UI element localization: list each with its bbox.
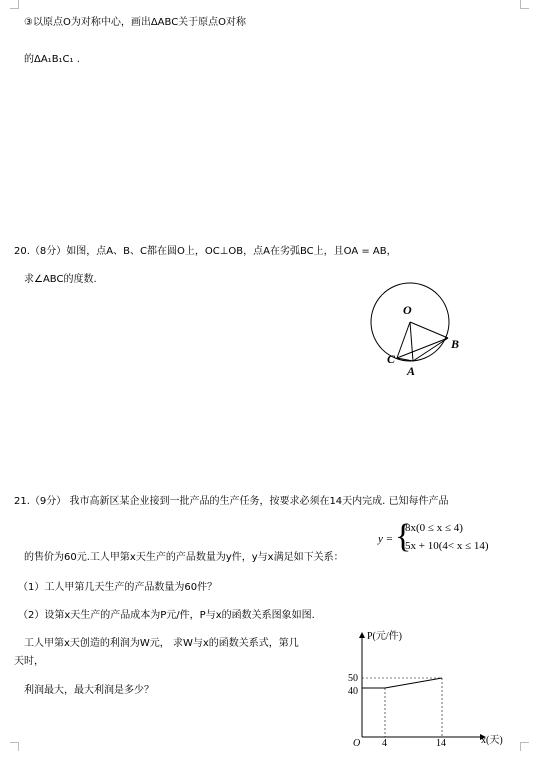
ytick-40: 40: [348, 686, 358, 697]
xtick-14: 14: [436, 738, 446, 749]
q21-sub3b: 天时，: [14, 656, 44, 667]
q21-sub1: （1）工人甲第几天生产的产品数量为60件？: [18, 582, 218, 593]
crop-mark-top-right: [520, 0, 529, 9]
label-a: A: [407, 364, 416, 378]
q21-line2: 的售价为60元.工人甲第x天生产的产品数量为y件，y与x满足如下关系：: [24, 552, 344, 563]
ytick-50: 50: [348, 673, 358, 684]
x-axis-label: x(天): [481, 735, 503, 746]
y-axis-label: P(元/件): [367, 631, 402, 642]
segment-oc: [397, 322, 410, 358]
xtick-4: 4: [382, 738, 387, 749]
segment-oa: [410, 322, 413, 361]
q21-sub3a: 工人甲第x天创造的利润为W元， 求W与x的函数关系式，第几: [24, 638, 299, 649]
crop-mark-bottom-left: [10, 742, 19, 751]
cost-line: [362, 678, 442, 688]
q21-sub3c: 利润最大，最大利润是多少？: [24, 685, 154, 696]
q21-sub2: （2）设第x天生产的产品成本为P元/件，P与x的函数关系图象如图.: [18, 610, 315, 621]
q21-intro: 21.（9分） 我市高新区某企业接到一批产品的生产任务，按要求必须在14天内完成. 已知每件产品: [14, 496, 449, 507]
segment-ob: [410, 322, 448, 338]
q21-case2: 5x + 10(4< x ≤ 14): [405, 540, 489, 552]
part3-line1: ③以原点O为对称中心，画出ΔABC关于原点O对称: [24, 17, 247, 28]
label-o: O: [403, 303, 412, 317]
label-c: C: [387, 352, 396, 366]
q20-line2: 求∠ABC的度数.: [24, 274, 97, 285]
q21-case1: 8x(0 ≤ x ≤ 4): [405, 522, 463, 534]
label-b: B: [451, 337, 460, 351]
part3-line2: 的ΔA₁B₁C₁ .: [24, 54, 80, 65]
q21-formula-y: y =: [378, 533, 394, 545]
q20-circle-figure: [360, 280, 470, 380]
q20-line1: 20.（8分）如图，点A、B、C都在圆O上，OC⊥OB，点A在劣弧BC上，且OA = AB，: [14, 246, 397, 257]
origin-label: O: [353, 738, 361, 749]
q21-brace: {: [395, 518, 412, 555]
crop-mark-top-left: [10, 0, 19, 9]
q21-cost-graph: [340, 625, 525, 755]
